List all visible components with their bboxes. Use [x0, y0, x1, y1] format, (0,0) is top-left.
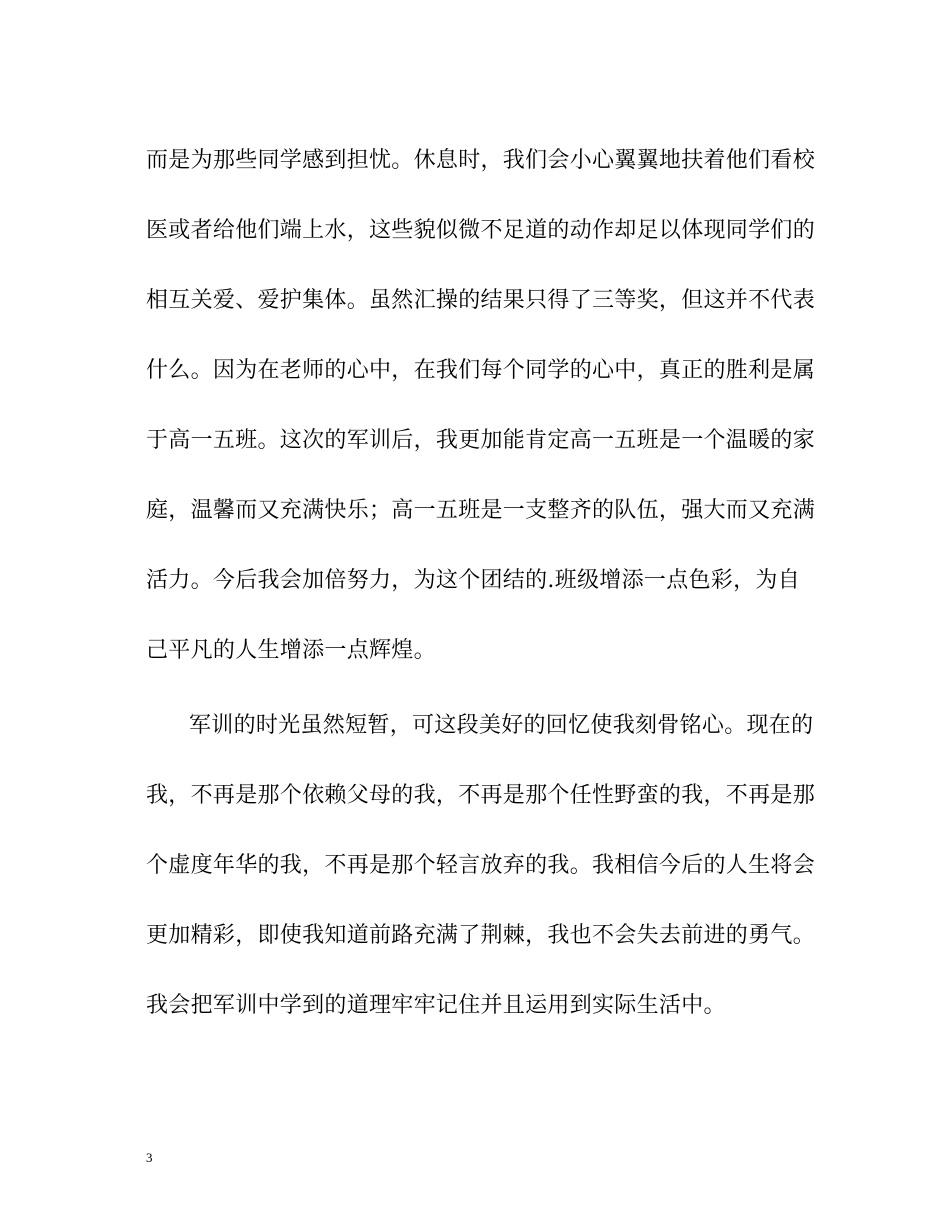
text-line: 我，不再是那个依赖父母的我，不再是那个任性野蛮的我，不再是那 — [146, 783, 816, 808]
text-line: 我会把军训中学到的道理牢牢记住并且运用到实际生活中。 — [146, 993, 726, 1018]
text-line: 己平凡的人生增添一点辉煌。 — [146, 638, 436, 663]
text-line: 活力。今后我会加倍努力，为这个团结的.班级增添一点色彩，为自 — [146, 568, 800, 593]
text-line: 军训的时光虽然短暂，可这段美好的回忆使我刻骨铭心。现在的 — [189, 713, 814, 738]
text-line: 更加精彩，即使我知道前路充满了荆棘，我也不会失去前进的勇气。 — [146, 923, 816, 948]
text-line: 个虚度年华的我，不再是那个轻言放弃的我。我相信今后的人生将会 — [146, 853, 816, 878]
page-number: 3 — [146, 1150, 153, 1165]
text-line: 什么。因为在老师的心中，在我们每个同学的心中，真正的胜利是属 — [146, 358, 816, 383]
text-line: 医或者给他们端上水，这些貌似微不足道的动作却足以体现同学们的 — [146, 218, 816, 243]
text-line: 于高一五班。这次的军训后，我更加能肯定高一五班是一个温暖的家 — [146, 428, 816, 453]
text-line: 庭，温馨而又充满快乐；高一五班是一支整齐的队伍，强大而又充满 — [146, 498, 816, 523]
text-line: 相互关爱、爱护集体。虽然汇操的结果只得了三等奖，但这并不代表 — [146, 288, 816, 313]
text-line: 而是为那些同学感到担忧。休息时，我们会小心翼翼地扶着他们看校 — [146, 148, 816, 173]
